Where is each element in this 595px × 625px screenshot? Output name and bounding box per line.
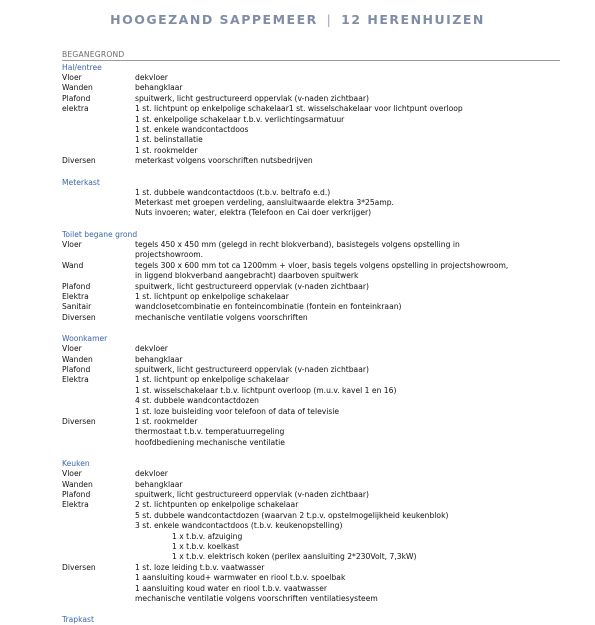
spec-row xyxy=(62,563,560,573)
spec-label: Plafond xyxy=(62,93,91,103)
spec-row xyxy=(62,313,560,323)
spec-label: Wanden xyxy=(62,354,93,364)
spec-label xyxy=(62,146,135,156)
spec-label xyxy=(62,584,135,594)
project-subtitle: 12 HERENHUIZEN xyxy=(341,12,485,27)
spec-value: 1 st. enkelpolige schakelaar t.b.v. verlichtingsarmatuur xyxy=(135,114,345,124)
spec-value: spuitwerk, licht gestructureerd oppervlak (v-naden zichtbaar) xyxy=(135,93,369,103)
spec-row xyxy=(62,271,560,281)
spec-label xyxy=(62,407,135,417)
section xyxy=(62,178,560,219)
spec-value: 1 aansluiting koud water en riool t.b.v. vaatwasser xyxy=(135,583,328,593)
spec-value: 1 aansluiting koud+ warmwater en riool t.b.v. spoelbak xyxy=(135,573,346,583)
spec-value: projectshowroom. xyxy=(135,250,204,260)
spec-row xyxy=(62,104,560,114)
document-header xyxy=(0,12,595,27)
spec-label: Vloer xyxy=(62,73,82,82)
spec-label: Vloer xyxy=(62,239,82,249)
spec-label xyxy=(62,135,135,145)
spec-value: 1 st. dubbele wandcontactdoos (t.b.v. beltrafo e.d.) xyxy=(135,187,331,197)
spec-row xyxy=(62,500,560,510)
spec-value: Nuts invoeren; water, elektra (Telefoon en Cai doer verkrijger) xyxy=(135,208,372,218)
spec-label: Diversen xyxy=(62,156,96,166)
spec-value: 2 st. lichtpunten op enkelpolige schakelaar xyxy=(135,500,299,510)
spec-row xyxy=(62,521,560,531)
spec-label xyxy=(62,386,135,396)
spec-row xyxy=(62,552,560,562)
spec-label: elektra xyxy=(62,104,89,114)
spec-value: 1 x t.b.v. elektrisch koken (perilex aansluiting 2*230Volt, 7,3kW) xyxy=(172,552,417,562)
spec-row xyxy=(62,261,560,271)
spec-row xyxy=(62,292,560,302)
spec-row xyxy=(62,198,560,208)
spec-row xyxy=(62,469,560,479)
spec-row xyxy=(62,573,560,583)
spec-label: Plafond xyxy=(62,364,91,374)
section-heading: Meterkast xyxy=(62,177,100,187)
spec-label: Diversen xyxy=(62,312,96,322)
spec-label xyxy=(62,115,135,125)
floor-title: BEGANEGROND xyxy=(62,50,560,61)
spec-value: 5 st. dubbele wandcontactdozen (waarvan 2 t.p.v. opstelmogelijkheid keukenblok) xyxy=(135,510,449,520)
spec-label xyxy=(62,198,135,208)
spec-row xyxy=(62,344,560,354)
spec-row xyxy=(62,73,560,83)
section-heading: Woonkamer xyxy=(62,334,108,344)
spec-row xyxy=(62,156,560,166)
spec-value: mechanische ventilatie volgens voorschriften xyxy=(135,312,308,322)
spec-row xyxy=(62,427,560,437)
spec-value: tegels 450 x 450 mm (gelegd in recht blokverband), basistegels volgens opstelling in xyxy=(135,239,460,249)
spec-value: behangklaar xyxy=(135,83,183,93)
section-heading: Trapkast xyxy=(62,615,94,625)
spec-label: Wanden xyxy=(62,83,93,93)
section-heading: Toilet begane grond xyxy=(62,229,138,239)
spec-value: spuitwerk, licht gestructureerd oppervlak (v-naden zichtbaar) xyxy=(135,281,369,291)
spec-value: dekvloer xyxy=(135,344,168,354)
spec-value: 1 x t.b.v. afzuiging xyxy=(172,531,243,541)
spec-row xyxy=(62,355,560,365)
section-heading: Keuken xyxy=(62,459,90,469)
spec-value: spuitwerk, licht gestructureerd oppervlak (v-naden zichtbaar) xyxy=(135,490,369,499)
spec-value: thermostaat t.b.v. temperatuurregeling xyxy=(135,427,285,437)
spec-value: 1 st. rookmelder xyxy=(135,145,198,155)
spec-label xyxy=(62,511,135,521)
spec-label xyxy=(62,427,135,437)
spec-value: 1 st. lichtpunt op enkelpolige schakelaar1 st. wisselschakelaar voor lichtpunt overloop xyxy=(135,104,463,114)
spec-value: hoofdbediening mechanische ventilatie xyxy=(135,437,285,447)
spec-label xyxy=(62,552,135,562)
spec-value: dekvloer xyxy=(135,469,168,479)
spec-row xyxy=(62,365,560,375)
spec-value: 1 st. enkele wandcontactdoos xyxy=(135,125,249,135)
spec-value: 1 st. lichtpunt op enkelpolige schakelaar xyxy=(135,375,289,385)
spec-value: 4 st. dubbele wandcontactdozen xyxy=(135,396,259,406)
spec-row xyxy=(62,94,560,104)
spec-row xyxy=(62,188,560,198)
spec-value: tegels 300 x 600 mm tot ca 1200mm + vloer, basis tegels volgens opstelling in projectshowroom, xyxy=(135,260,509,270)
spec-value: wandclosetcombinatie en fonteincombinatie (fontein en fonteinkraan) xyxy=(135,302,402,312)
spec-value: behangklaar xyxy=(135,354,183,364)
spec-label xyxy=(62,438,135,448)
spec-label xyxy=(62,250,135,260)
spec-row xyxy=(62,125,560,135)
spec-row xyxy=(62,594,560,604)
section xyxy=(62,334,560,448)
spec-label: Wand xyxy=(62,260,84,270)
spec-row xyxy=(62,83,560,93)
spec-row xyxy=(62,396,560,406)
spec-row xyxy=(62,417,560,427)
spec-row xyxy=(62,302,560,312)
spec-label xyxy=(62,542,135,552)
sections-container xyxy=(62,63,560,625)
spec-value: 1 st. lichtpunt op enkelpolige schakelaar xyxy=(135,291,289,301)
spec-value: 3 st. enkele wandcontactdoos (t.b.v. keukenopstelling) xyxy=(135,521,343,531)
spec-label xyxy=(62,521,135,531)
spec-value: 1 st. loze buisleiding voor telefoon of data of televisie xyxy=(135,406,340,416)
spec-label: Diversen xyxy=(62,562,96,572)
spec-row xyxy=(62,386,560,396)
section xyxy=(62,615,560,625)
spec-row xyxy=(62,115,560,125)
spec-value: 1 st. rookmelder xyxy=(135,416,198,426)
spec-value: spuitwerk, licht gestructureerd oppervlak (v-naden zichtbaar) xyxy=(135,364,369,374)
spec-value: meterkast volgens voorschriften nutsbedrijven xyxy=(135,156,313,166)
spec-value: 1 st. wisselschakelaar t.b.v. lichtpunt overloop (m.u.v. kavel 1 en 16) xyxy=(135,385,397,395)
spec-label xyxy=(62,594,135,604)
spec-row xyxy=(62,584,560,594)
spec-row xyxy=(62,146,560,156)
spec-row xyxy=(62,511,560,521)
spec-row xyxy=(62,240,560,250)
spec-label xyxy=(62,188,135,198)
spec-label: Wanden xyxy=(62,479,93,489)
spec-value: behangklaar xyxy=(135,479,183,489)
spec-row xyxy=(62,282,560,292)
spec-label xyxy=(62,532,135,542)
spec-label: Plafond xyxy=(62,281,91,291)
section xyxy=(62,459,560,604)
specification-page xyxy=(62,50,560,625)
spec-label: Vloer xyxy=(62,469,82,479)
spec-label: Elektra xyxy=(62,375,89,385)
section-heading: Hal/entree xyxy=(62,63,102,72)
spec-row xyxy=(62,407,560,417)
spec-label xyxy=(62,396,135,406)
spec-label xyxy=(62,208,135,218)
spec-value: 1 x t.b.v. koelkast xyxy=(172,542,239,552)
spec-label: Elektra xyxy=(62,291,89,301)
spec-label xyxy=(62,573,135,583)
spec-row xyxy=(62,532,560,542)
spec-value: in liggend blokverband aangebracht) daarboven spuitwerk xyxy=(135,271,359,281)
spec-value: mechanische ventilatie volgens voorschriften ventilatiesysteem xyxy=(135,594,378,604)
section xyxy=(62,63,560,167)
spec-value: dekvloer xyxy=(135,73,168,82)
spec-row xyxy=(62,250,560,260)
spec-label: Diversen xyxy=(62,416,96,426)
spec-label: Elektra xyxy=(62,500,89,510)
spec-row xyxy=(62,208,560,218)
section xyxy=(62,230,560,323)
header-separator: | xyxy=(326,12,333,27)
spec-label: Plafond xyxy=(62,490,91,499)
spec-row xyxy=(62,375,560,385)
spec-label: Sanitair xyxy=(62,302,92,312)
spec-value: Meterkast met groepen verdeling, aansluitwaarde elektra 3*25amp. xyxy=(135,198,394,208)
spec-value: 1 st. belinstallatie xyxy=(135,135,203,145)
spec-value: 1 st. loze leiding t.b.v. vaatwasser xyxy=(135,562,265,572)
spec-row xyxy=(62,480,560,490)
spec-row xyxy=(62,490,560,500)
spec-label xyxy=(62,271,135,281)
spec-row xyxy=(62,542,560,552)
spec-label: Vloer xyxy=(62,344,82,354)
spec-label xyxy=(62,125,135,135)
spec-row xyxy=(62,438,560,448)
spec-row xyxy=(62,135,560,145)
project-name: HOOGEZAND SAPPEMEER xyxy=(110,12,318,27)
